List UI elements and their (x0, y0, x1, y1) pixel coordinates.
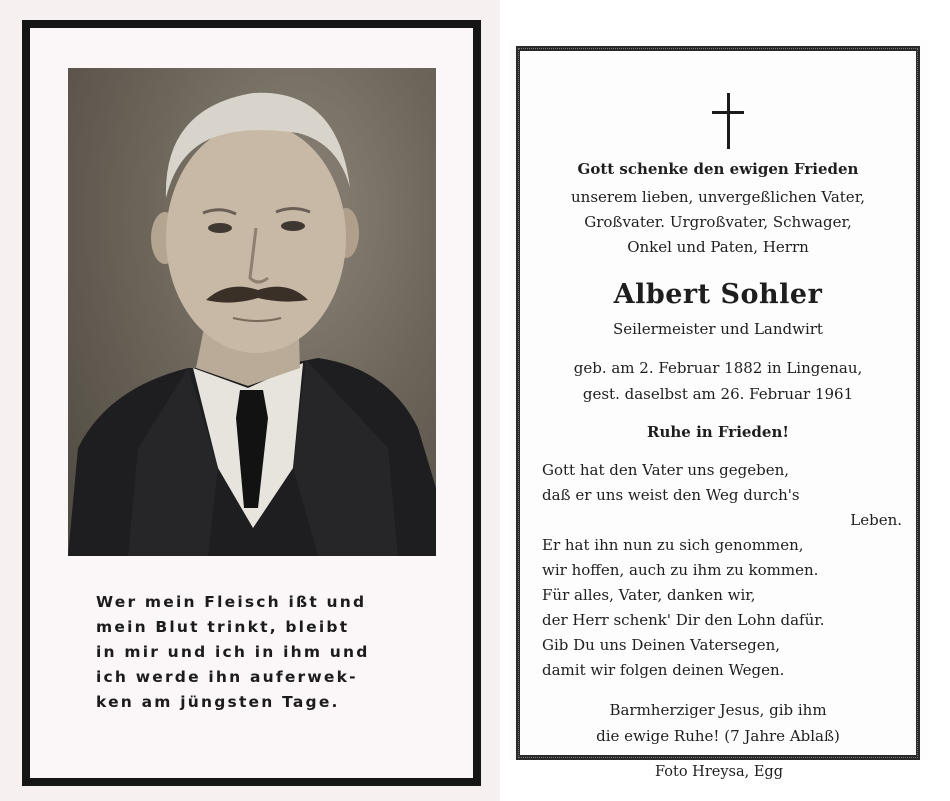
rest-in-peace: Ruhe in Frieden! (647, 423, 789, 441)
text-border (516, 46, 920, 760)
verse-line: mein Blut trinkt, bleibt (96, 618, 350, 636)
verse-line: ken am jüngsten Tage. (96, 693, 340, 711)
verse-line: in mir und ich in ihm und (96, 643, 370, 661)
verse-line: Wer mein Fleisch ißt und (96, 593, 367, 611)
intro-line: Großvater. Urgroßvater, Schwager, (584, 213, 852, 231)
verse-line: ich werde ihn auferwek- (96, 668, 358, 686)
poem-line: Gib Du uns Deinen Vatersegen, (542, 636, 781, 654)
death-info: gest. daselbst am 26. Februar 1961 (582, 385, 854, 403)
poem-line: der Herr schenk' Dir den Lohn dafür. (542, 611, 825, 629)
portrait-illustration (68, 68, 436, 556)
black-mourning-border (22, 20, 481, 786)
portrait-photo (68, 68, 436, 556)
intro-line: Gott schenke den ewigen Frieden (577, 160, 859, 178)
poem-line: daß er uns weist den Weg durch's (542, 486, 800, 504)
poem-line: damit wir folgen deinen Wegen. (542, 661, 785, 679)
intro-line: unserem lieben, unvergeßlichen Vater, (571, 188, 865, 206)
intro-line: Onkel und Paten, Herrn (627, 238, 809, 256)
poem-line: Leben. (850, 511, 902, 529)
poem-line: Er hat ihn nun zu sich genommen, (542, 536, 804, 554)
scripture-verse (96, 590, 446, 715)
cross-icon (706, 93, 750, 149)
prayer-line: die ewige Ruhe! (7 Jahre Ablaß) (596, 727, 840, 745)
prayer-line: Barmherziger Jesus, gib ihm (609, 701, 827, 719)
deceased-name: Albert Sohler (613, 279, 823, 310)
memorial-poem (542, 458, 902, 683)
poem-line: wir hoffen, auch zu ihm zu kommen. (542, 561, 819, 579)
memorial-card-back (508, 40, 930, 760)
occupation: Seilermeister und Landwirt (613, 320, 823, 338)
poem-line: Für alles, Vater, danken wir, (542, 586, 756, 604)
photo-credit: Foto Hreysa, Egg (655, 764, 783, 780)
poem-line: Gott hat den Vater uns gegeben, (542, 461, 790, 479)
birth-info: geb. am 2. Februar 1882 in Lingenau, (573, 359, 863, 377)
